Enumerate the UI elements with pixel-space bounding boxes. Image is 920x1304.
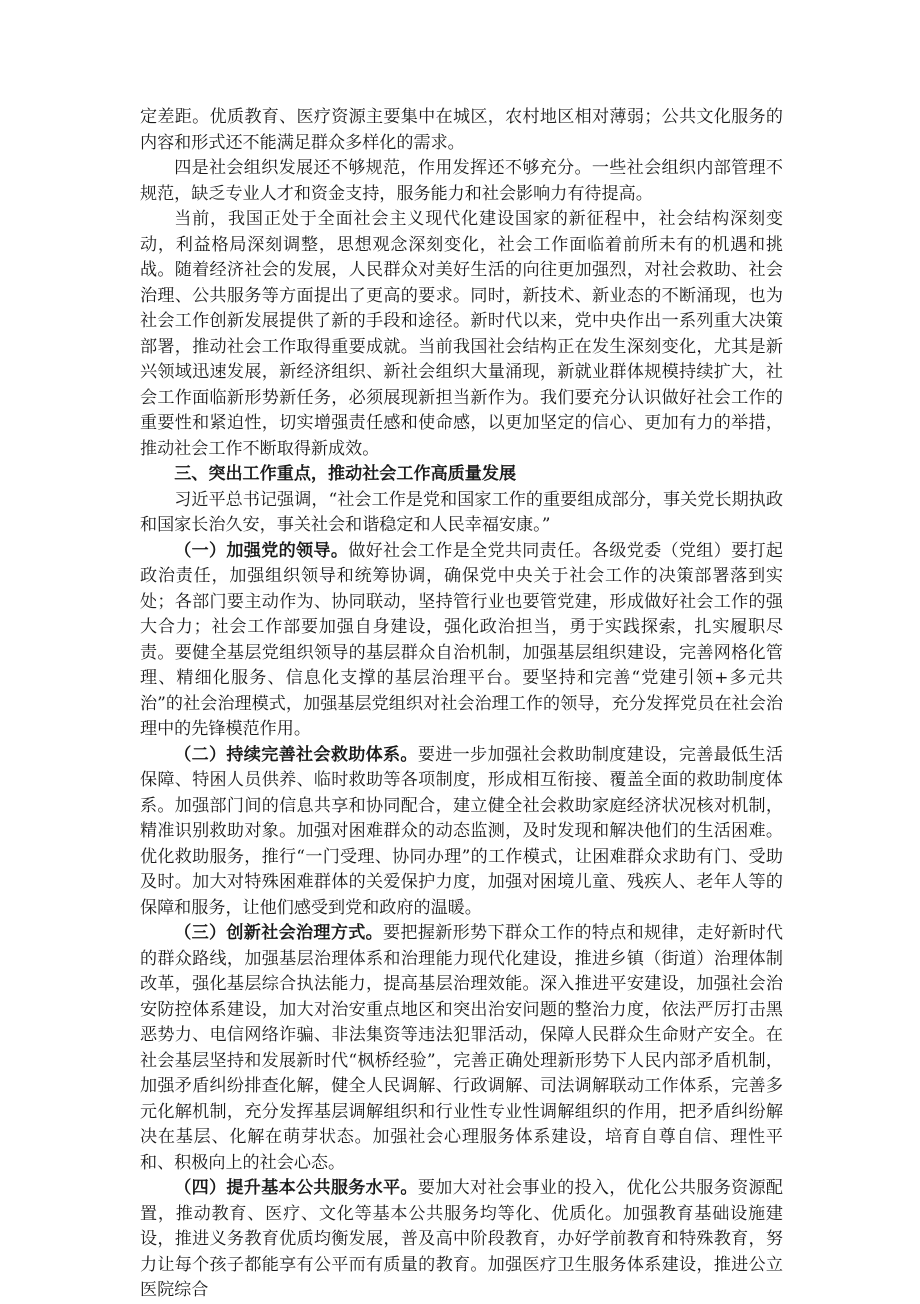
paragraph-public-services <box>140 1176 783 1304</box>
subheading-social-governance: （三）创新社会治理方式。 <box>174 923 384 943</box>
paragraph-quote: 习近平总书记强调，“社会工作是党和国家工作的重要组成部分，事关党长期执政和国家长治久安，事关社会和谐稳定和人民幸福安康。” <box>140 489 783 535</box>
paragraph-public-services-text: 要加大对社会事业的投入，优化公共服务资源配置，推动教育、医疗、文化等基本公共服务均等化、优质化。加强教育基础设施建设，推进义务教育优质均衡发展，普及高中阶段教育，办好学前教育和特殊教育，努力让每个孩子都能享有公平而有质量的教育。加强医疗卫生服务体系建设，推进公立医院综合 <box>140 1178 784 1300</box>
paragraph-party-leadership-text: 做好社会工作是全党共同责任。各级党委（党组）要打起政治责任，加强组织领导和统筹协调，确保党中央关于社会工作的决策部署落到实处；各部门要主动作为、协同联动，坚持管行业也要管党建，形成做好社会工作的强大合力；社会工作部要加强自身建设，强化政治担当，勇于实践探索，扎实履职尽责。要健全基层党组织领导的基层群众自治机制，加强基层组织建设，完善网格化管理、精细化服务、信息化支撑的基层治理平台。要坚持和完善“党建引领+多元共治”的社会治理模式，加强基层党组织对社会治理工作的领导，充分发挥党员在社会治理中的先锋模范作用。 <box>140 540 784 739</box>
paragraph-social-assistance-text: 要进一步加强社会救助制度建设，完善最低生活保障、特困人员供养、临时救助等各项制度，形成相互衔接、覆盖全面的救助制度体系。加强部门间的信息共享和协同配合，建立健全社会救助家庭经济状况核对机制，精准识别救助对象。加强对困难群众的动态监测，及时发现和解决他们的生活困难。优化救助服务，推行“一门受理、协同办理”的工作模式，让困难群众求助有门、受助及时。加大对特殊困难群体的关爱保护力度，加强对困境儿童、残疾人、老年人等的保障和服务，让他们感受到党和政府的温暖。 <box>140 744 784 918</box>
document-body <box>140 105 783 1304</box>
paragraph-continuation: 定差距。优质教育、医疗资源主要集中在城区，农村地区相对薄弱；公共文化服务的内容和形式还不能满足群众多样化的需求。 <box>140 107 783 153</box>
subheading-social-assistance: （二）持续完善社会救助体系。 <box>174 744 418 765</box>
paragraph-party-leadership <box>140 539 783 743</box>
paragraph-social-assistance <box>140 743 783 922</box>
section-heading-three: 三、突出工作重点，推动社会工作高质量发展 <box>174 464 517 484</box>
paragraph-organizations: 四是社会组织发展还不够规范，作用发挥还不够充分。一些社会组织内部管理不规范，缺乏专业人才和资金支持，服务能力和社会影响力有待提高。 <box>140 158 783 204</box>
paragraph-social-governance-text: 要把握新形势下群众工作的特点和规律，走好新时代的群众路线，加强基层治理体系和治理能力现代化建设，推进乡镇（街道）治理体制改革，强化基层综合执法能力，提高基层治理效能。深入推进平安建设，加强社会治安防控体系建设，加大对治安重点地区和突出治安问题的整治力度，依法严厉打击黑恶势力、电信网络诈骗、非法集资等违法犯罪活动，保障人民群众生命财产安全。在社会基层坚持和发展新时代“枫桥经验”，完善正确处理新形势下人民内部矛盾机制，加强矛盾纠纷排查化解，健全人民调解、行政调解、司法调解联动工作体系，完善多元化解机制，充分发挥基层调解组织和行业性专业性调解组织的作用，把矛盾纠纷解决在基层、化解在萌芽状态。加强社会心理服务体系建设，培育自尊自信、理性平和、积极向上的社会心态。 <box>140 923 783 1173</box>
paragraph-current-situation: 当前，我国正处于全面社会主义现代化建设国家的新征程中，社会结构深刻变动，利益格局深刻调整，思想观念深刻变化，社会工作面临着前所未有的机遇和挑战。随着经济社会的发展，人民群众对美好生活的向往更加强烈，对社会救助、社会治理、公共服务等方面提出了更高的要求。同时，新技术、新业态的不断涌现，也为社会工作创新发展提供了新的手段和途径。新时代以来，党中央作出一系列重大决策部署，推动社会工作取得重要成就。当前我国社会结构正在发生深刻变化，尤其是新兴领域迅速发展，新经济组织、新社会组织大量涌现，新就业群体规模持续扩大，社会工作面临新形势新任务，必须展现新担当新作为。我们要充分认识做好社会工作的重要性和紧迫性，切实增强责任感和使命感，以更加坚定的信心、更加有力的举措，推动社会工作不断取得新成效。 <box>140 209 783 459</box>
paragraph-social-governance <box>140 921 783 1176</box>
subheading-party-leadership: （一）加强党的领导。 <box>174 540 349 561</box>
subheading-public-services: （四）提升基本公共服务水平。 <box>174 1178 418 1198</box>
